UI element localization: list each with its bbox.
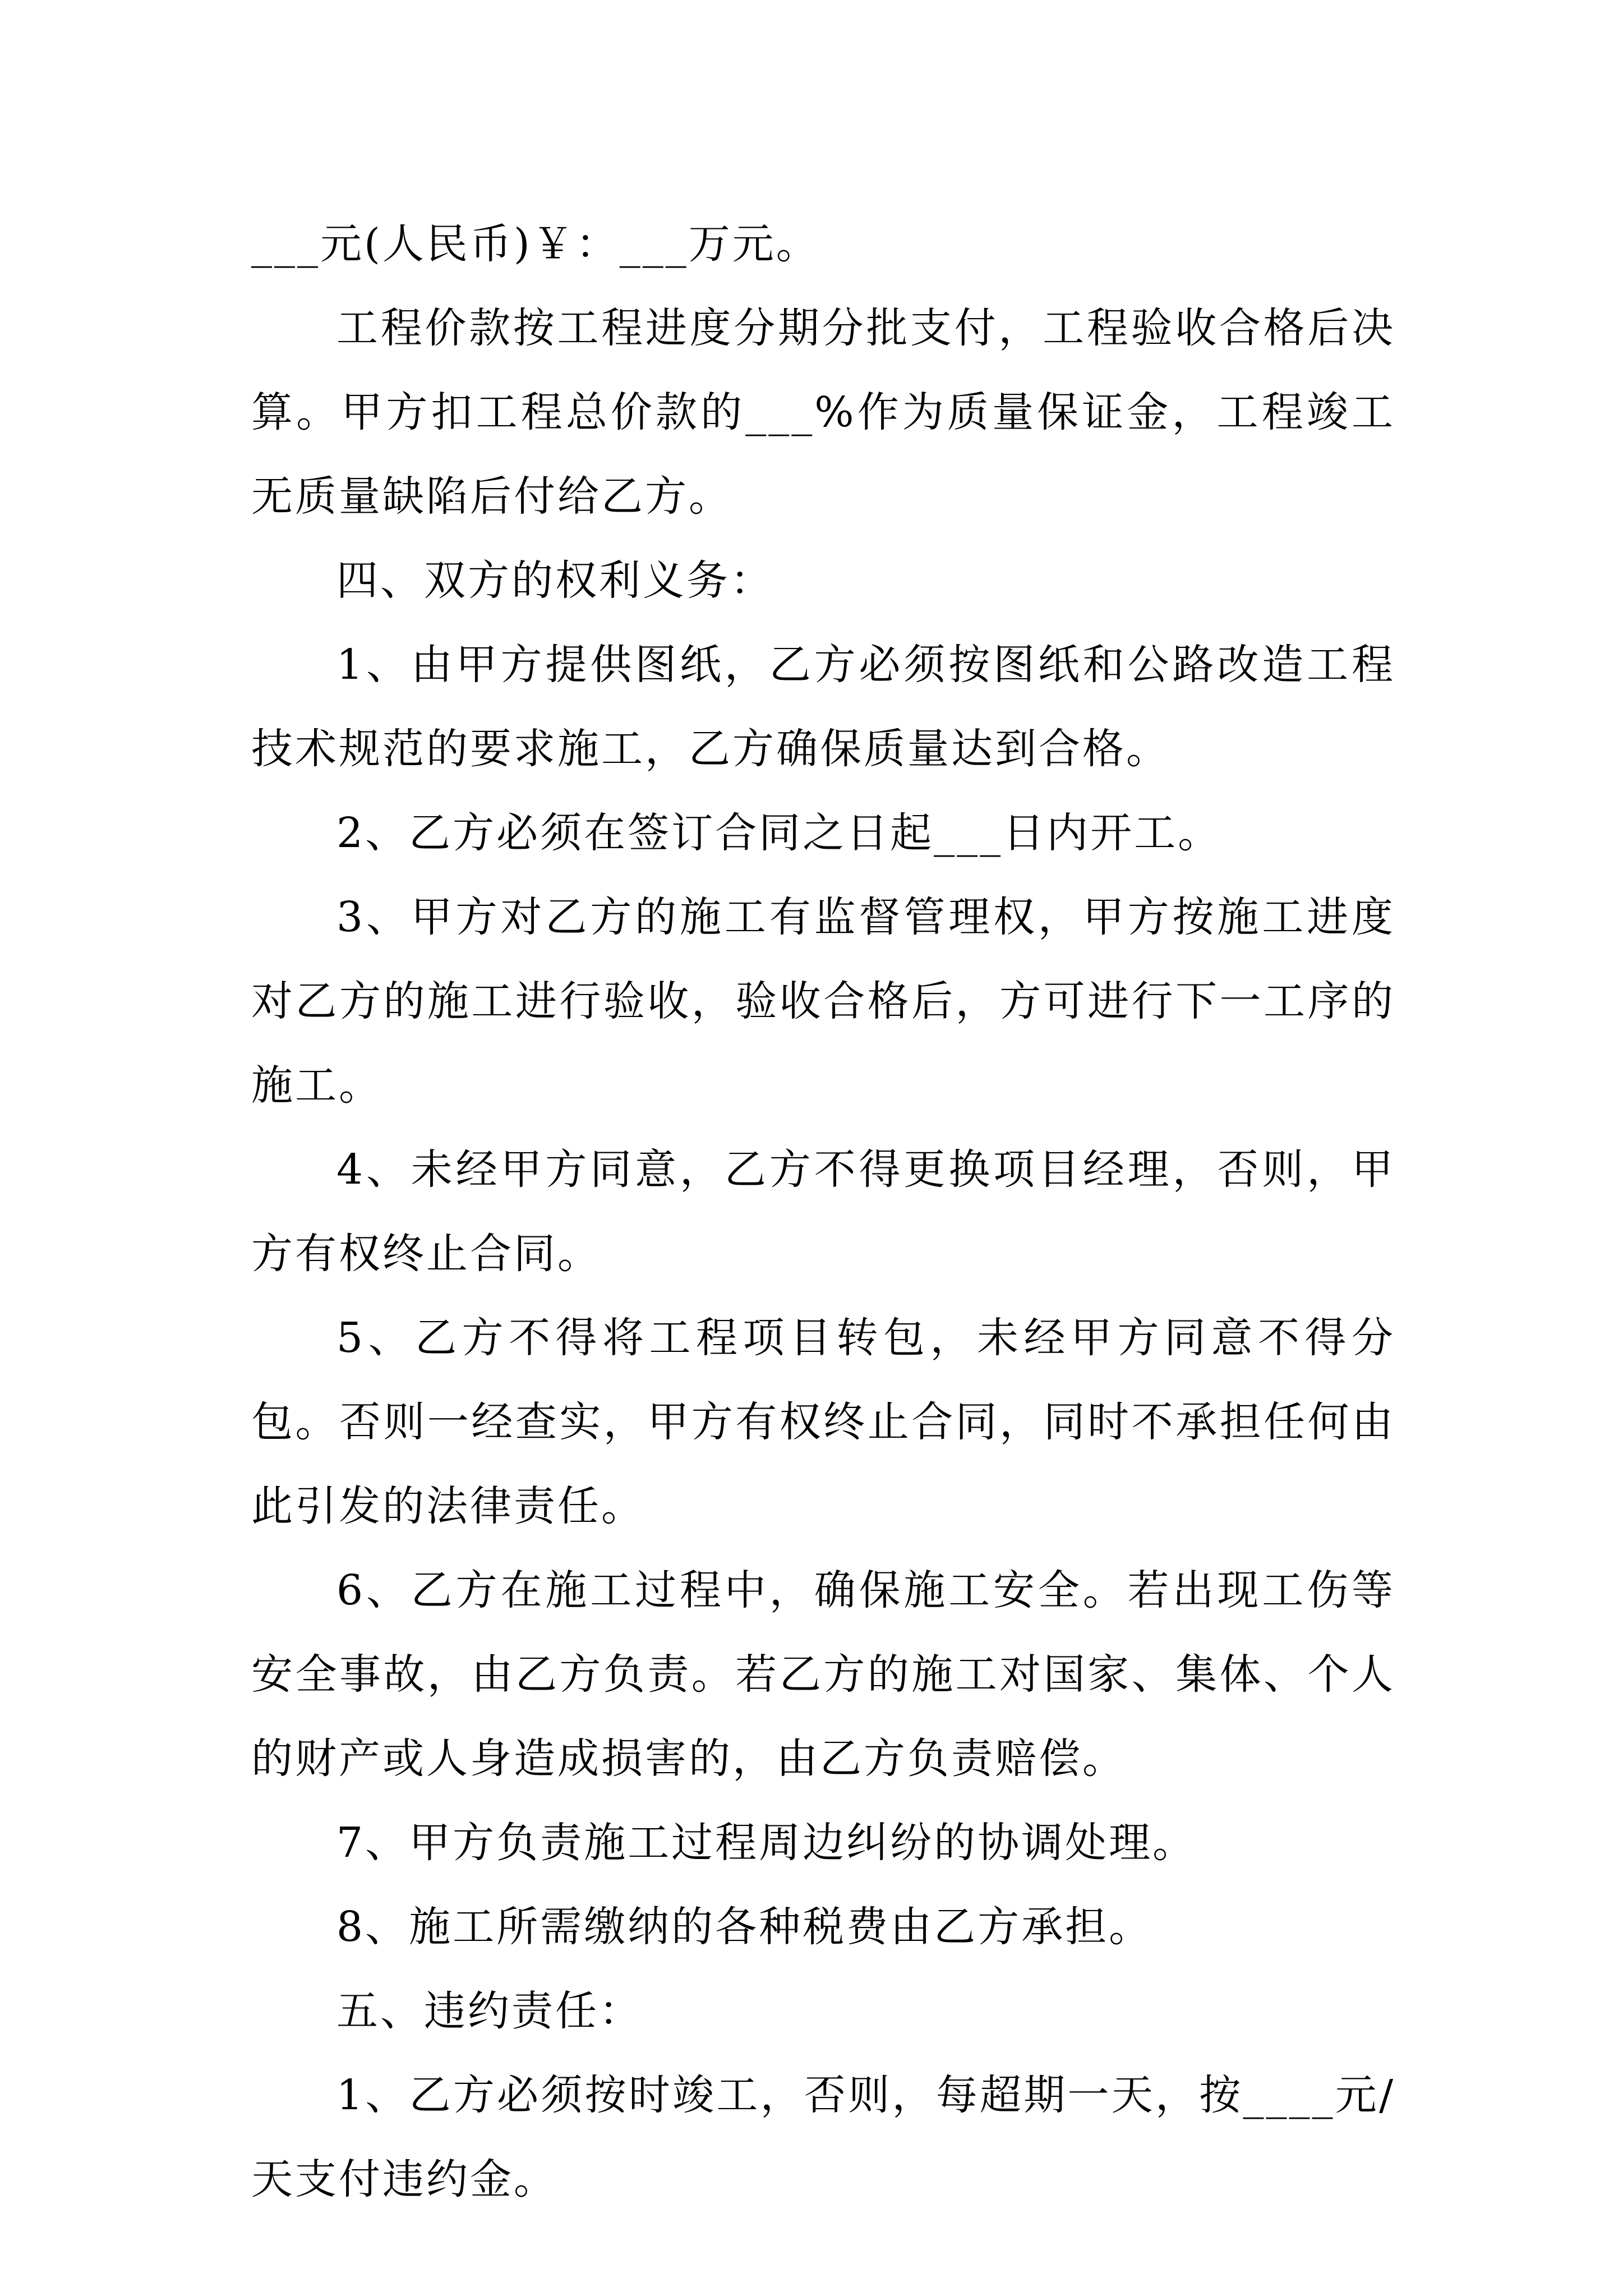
clause-1-drawings: 1、由甲方提供图纸，乙方必须按图纸和公路改造工程技术规范的要求施工，乙方确保质量达到合格。 <box>251 641 1395 773</box>
document-page <box>251 202 1395 2221</box>
clause-7-disputes: 7、甲方负责施工过程周边纠纷的协调处理。 <box>336 1819 1197 1867</box>
clause-8-taxes: 8、施工所需缴纳的各种税费由乙方承担。 <box>336 1903 1153 1951</box>
clause-6-safety: 6、乙方在施工过程中，确保施工安全。若出现工伤等安全事故，由乙方负责。若乙方的施工对国家、集体、个人的财产或人身造成损害的，由乙方负责赔偿。 <box>251 1566 1395 1783</box>
clause-4-project-manager: 4、未经甲方同意，乙方不得更换项目经理，否则，甲方有权终止合同。 <box>251 1145 1395 1278</box>
payment-terms-paragraph: 工程价款按工程进度分期分批支付，工程验收合格后决算。甲方扣工程总价款的___%作为质量保证金，工程竣工无质量缺陷后付给乙方。 <box>251 304 1395 521</box>
section-heading-breach: 五、违约责任： <box>336 1987 643 2035</box>
breach-clause-1-delay: 1、乙方必须按时竣工，否则，每超期一天，按____元/天支付违约金。 <box>251 2071 1395 2203</box>
payment-amount-line: ___元(人民币)￥：___万元。 <box>251 220 820 268</box>
clause-5-subcontracting: 5、乙方不得将工程项目转包，未经甲方同意不得分包。否则一经查实，甲方有权终止合同，同时不承担任何由此引发的法律责任。 <box>251 1314 1395 1530</box>
clause-2-start-date: 2、乙方必须在签订合同之日起___日内开工。 <box>336 809 1222 857</box>
clause-3-supervision: 3、甲方对乙方的施工有监督管理权，甲方按施工进度对乙方的施工进行验收，验收合格后，方可进行下一工序的施工。 <box>251 893 1395 1110</box>
section-heading-rights-obligations: 四、双方的权利义务： <box>336 556 774 605</box>
